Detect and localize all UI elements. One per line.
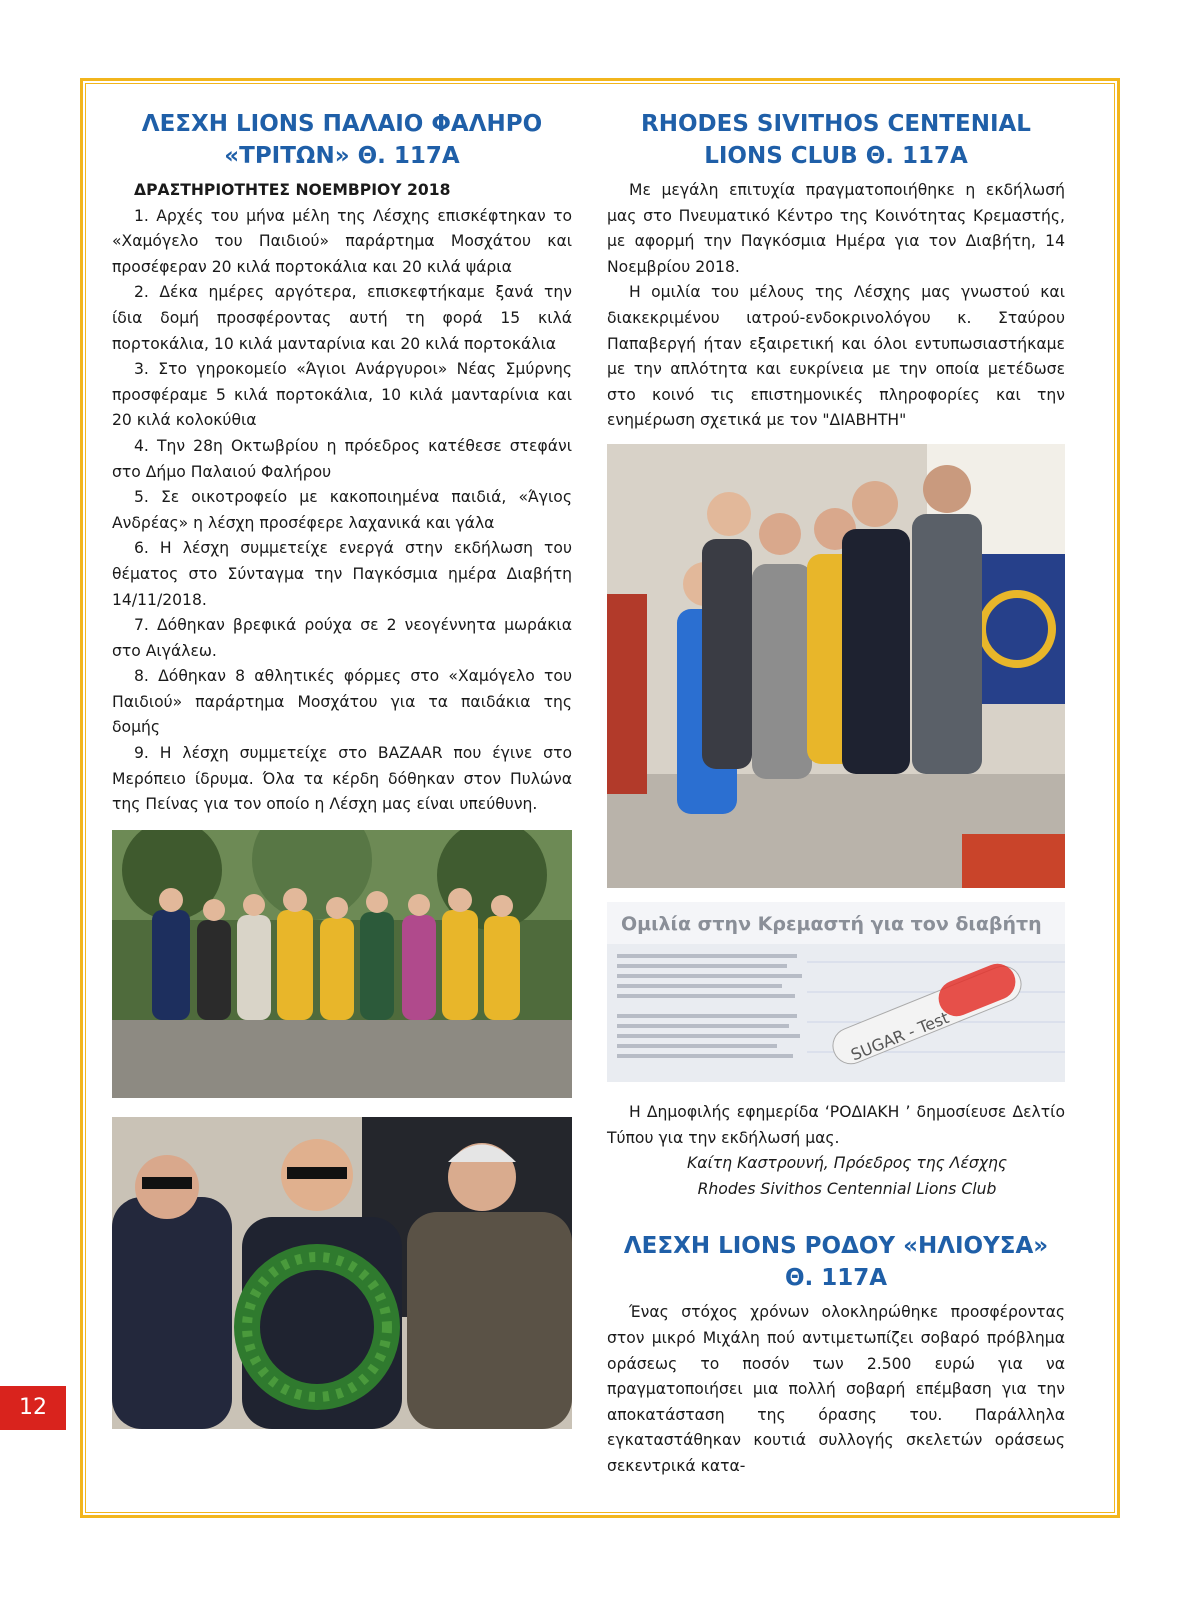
right-title-2 xyxy=(607,1230,1065,1294)
wreath-photo xyxy=(112,1117,572,1429)
right-paragraph: Με μεγάλη επιτυχία πραγματοποιήθηκε η εκδήλωσή μας στο Πνευματικό Κέντρο της Κοινότητας Κρεμαστής, με αφορμή την Παγκόσμια Ημέρα για τον Διαβήτη, 14 Νοεμβρίου 2018. xyxy=(607,181,1065,276)
right-title-line1: RHODES SIVITHOS CENTENIAL xyxy=(641,111,1031,137)
right-title xyxy=(607,108,1065,172)
newspaper-clipping xyxy=(607,902,1065,1082)
right-paragraph-3: Ένας στόχος χρόνων ολοκληρώθηκε προσφέροντας στον μικρό Μιχάλη πού αντιμετωπίζει σοβαρό πρόβλημα οράσεως το ποσόν των 2.500 ευρώ για να πραγματοποιήσει μια πολλή σοβαρή επέμβαση για την αποκατάσταση της όρασης του. Παράλληλα εγκαταστάθηκαν κουτιά συλλογής σκελετών οράσεως σεκεντρικά κατα- xyxy=(607,1303,1065,1475)
list-item: 9. Η λέσχη συμμετείχε στο BAZAAR που έγινε στο Μερόπειο ίδρυμα. Όλα τα κέρδη δόθηκαν στον Πυλώνα της Πείνας για τον οποίο η Λέσχη μας είναι υπεύθυνη. xyxy=(112,744,572,814)
left-subheading: ΔΡΑΣΤΗΡΙΟΤΗΤΕΣ ΝΟΕΜΒΡΙΟΥ 2018 xyxy=(134,181,451,199)
list-item: 2. Δέκα ημέρες αργότερα, επισκεφτήκαμε ξανά την ίδια δομή προσφέροντας αυτή τη φορά 15 κιλά πορτοκάλια, 10 κιλά μανταρίνια και 20 κιλά πορτοκάλια xyxy=(112,283,572,353)
list-item: 3. Στο γηροκομείο «Άγιοι Ανάργυροι» Νέας Σμύρνης προσφέραμε 5 κιλά πορτοκάλια, 10 κιλά μανταρίνια και 20 κιλά κολοκύθια xyxy=(112,360,572,430)
left-title-line1: ΛΕΣΧΗ LIONS ΠΑΛΑΙΟ ΦΑΛΗΡΟ xyxy=(141,111,543,137)
event-photo xyxy=(607,444,1065,888)
right-title-line2: LIONS CLUB Θ. 117Α xyxy=(704,143,968,169)
right-paragraph: Η ομιλία του μέλους της Λέσχης μας γνωστού και διακεκριμένου ιατρού-ενδοκρινολόγου κ. Σταύρου Παπαβεργή ήταν εξαιρετική και όλοι εντυπωσιαστήκαμε με την απλότητα και ευκρίνεια με την οποία μετέδωσε στο κοινό τις επιστημονικές πληροφορίες και την ενημέρωση σχετικά με τον "ΔΙΑΒΗΤΗ" xyxy=(607,283,1065,430)
clipping-tube-label: SUGAR - Test xyxy=(848,1007,952,1065)
clipping-headline: Ομιλία στην Κρεμαστή για τον διαβήτη xyxy=(621,913,1042,935)
list-item: 1. Αρχές του μήνα μέλη της Λέσχης επισκέφτηκαν το «Χαμόγελο του Παιδιού» παράρτημα Μοσχάτου και προσέφεραν 20 κιλά πορτοκάλια και 20 κιλά ψάρια xyxy=(112,206,572,276)
left-title xyxy=(112,108,572,172)
list-item: 8. Δόθηκαν 8 αθλητικές φόρμες στο «Χαμόγελο του Παιδιού» παράρτημα Μοσχάτου για τα παιδάκια της δομής xyxy=(112,667,572,737)
press-note: Η Δημοφιλής εφημερίδα ‘ΡΟΔΙΑΚΗ ’ δημοσίευσε Δελτίο Τύπου για την εκδήλωσή μας. xyxy=(607,1103,1065,1147)
list-item: 4. Την 28η Οκτωβρίου η πρόεδρος κατέθεσε στεφάνι στο Δήμο Παλαιού Φαλήρου xyxy=(112,436,572,481)
right-lower-section xyxy=(607,1100,1065,1480)
right-title2-line1: ΛΕΣΧΗ LIONS ΡΟΔΟΥ «ΗΛΙΟΥΣΑ» xyxy=(623,1233,1049,1260)
signature-line1: Καίτη Καστρουνή, Πρόεδρος της Λέσχης xyxy=(686,1154,1008,1173)
group-photo xyxy=(112,830,572,1098)
list-item: 7. Δόθηκαν βρεφικά ρούχα σε 2 νεογέννητα μωράκια στο Αιγάλεω. xyxy=(112,616,572,660)
left-article xyxy=(112,108,572,818)
page-number: 12 xyxy=(0,1386,66,1430)
right-article xyxy=(607,108,1065,434)
signature-line2: Rhodes Sivithos Centennial Lions Club xyxy=(697,1179,997,1198)
list-item: 5. Σε οικοτροφείο με κακοποιημένα παιδιά, «Άγιος Ανδρέας» η λέσχη προσέφερε λαχανικά και γάλα xyxy=(112,488,572,532)
left-title-line2: «ΤΡΙΤΩΝ» Θ. 117Α xyxy=(224,143,460,169)
right-title2-line2: Θ. 117Α xyxy=(784,1265,888,1292)
list-item: 6. Η λέσχη συμμετείχε ενεργά στην εκδήλωση του θέματος στο Σύνταγμα την Παγκόσμια ημέρα Διαβήτη 14/11/2018. xyxy=(112,539,572,609)
